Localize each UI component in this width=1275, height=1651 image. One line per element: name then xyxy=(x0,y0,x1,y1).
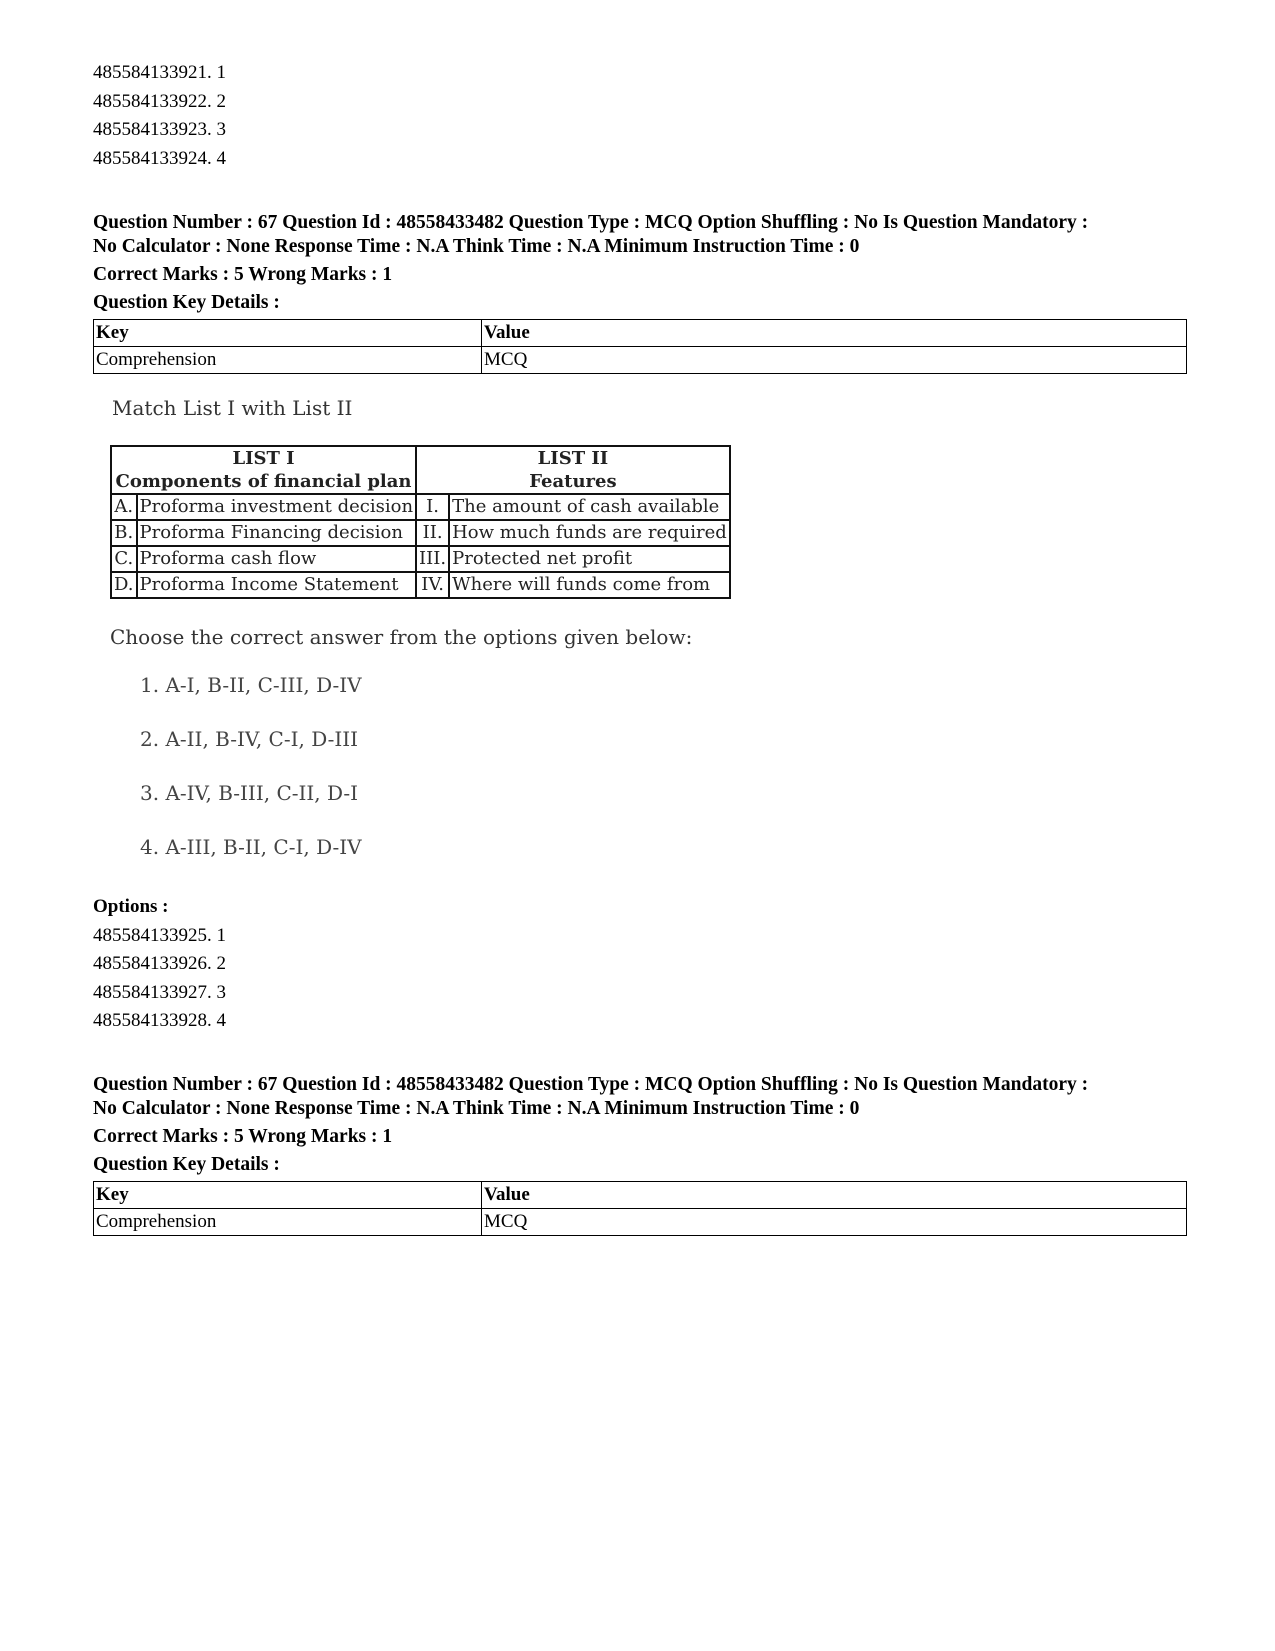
question-header-line: Question Number : 67 Question Id : 48558433482 Question Type : MCQ Option Shuffling : No Is Question Mandatory : xyxy=(93,212,1089,233)
table-header-value: Value xyxy=(482,320,1187,347)
list1-subtitle: Components of financial plan xyxy=(115,471,412,492)
option-item: 485584133923. 3 xyxy=(93,119,226,140)
key-details-table xyxy=(93,1181,1187,1236)
question-header-line: No Calculator : None Response Time : N.A Think Time : N.A Minimum Instruction Time : 0 xyxy=(93,1098,860,1119)
table-header-key: Key xyxy=(94,320,482,347)
option-item: 485584133921. 1 xyxy=(93,62,226,83)
answer-choice: 4. A-III, B-II, C-I, D-IV xyxy=(140,835,362,859)
match-table xyxy=(110,445,731,599)
match-row xyxy=(111,520,730,546)
option-item: 485584133928. 4 xyxy=(93,1010,226,1031)
option-item: 485584133922. 2 xyxy=(93,90,226,112)
table-header-key: Key xyxy=(94,1182,482,1209)
question-block xyxy=(93,1073,1183,1236)
match-item: Proforma investment decision xyxy=(137,494,417,520)
answer-choice: 3. A-IV, B-III, C-II, D-I xyxy=(140,781,359,805)
choose-instruction: Choose the correct answer from the options given below: xyxy=(110,625,693,649)
table-cell-key: Comprehension xyxy=(94,347,482,374)
key-details-label: Question Key Details : xyxy=(93,1154,280,1175)
key-details-table xyxy=(93,319,1187,374)
list1-header xyxy=(111,446,416,494)
table-header-value: Value xyxy=(482,1182,1187,1209)
question-image xyxy=(110,396,750,889)
match-letter: A. xyxy=(111,494,137,520)
match-item: Proforma Income Statement xyxy=(137,572,417,598)
match-letter: B. xyxy=(111,520,137,546)
match-row xyxy=(111,494,730,520)
match-roman: III. xyxy=(416,546,449,572)
previous-options-list xyxy=(93,59,226,173)
key-details-label: Question Key Details : xyxy=(93,292,280,313)
options-label: Options : xyxy=(93,896,169,917)
match-row xyxy=(111,546,730,572)
question-block xyxy=(93,211,1183,374)
question-header-line: No Calculator : None Response Time : N.A Think Time : N.A Minimum Instruction Time : 0 xyxy=(93,236,860,257)
match-feature: Where will funds come from xyxy=(449,572,730,598)
answer-choice: 1. A-I, B-II, C-III, D-IV xyxy=(140,673,362,697)
question-header-line: Question Number : 67 Question Id : 48558433482 Question Type : MCQ Option Shuffling : No Is Question Mandatory : xyxy=(93,1074,1089,1095)
match-feature: Protected net profit xyxy=(449,546,730,572)
marks-line: Correct Marks : 5 Wrong Marks : 1 xyxy=(93,264,393,285)
option-item: 485584133926. 2 xyxy=(93,953,226,974)
match-row xyxy=(111,572,730,598)
match-table-header xyxy=(111,446,730,494)
marks-line: Correct Marks : 5 Wrong Marks : 1 xyxy=(93,1126,393,1147)
match-feature: The amount of cash available xyxy=(449,494,730,520)
list1-title: LIST I xyxy=(232,448,295,469)
answer-choice: 2. A-II, B-IV, C-I, D-III xyxy=(140,727,359,751)
table-cell-value: MCQ xyxy=(482,347,1187,374)
match-feature: How much funds are required xyxy=(449,520,730,546)
question-instruction: Match List I with List II xyxy=(112,396,353,420)
options-list xyxy=(93,893,226,1036)
table-cell-key: Comprehension xyxy=(94,1209,482,1236)
table-header-row xyxy=(94,320,1187,347)
table-header-row xyxy=(94,1182,1187,1209)
table-cell-value: MCQ xyxy=(482,1209,1187,1236)
list2-title: LIST II xyxy=(537,448,609,469)
match-roman: IV. xyxy=(416,572,449,598)
match-item: Proforma cash flow xyxy=(137,546,417,572)
list2-header xyxy=(416,446,730,494)
match-letter: D. xyxy=(111,572,137,598)
table-row xyxy=(94,347,1187,374)
match-roman: I. xyxy=(416,494,449,520)
list2-subtitle: Features xyxy=(529,471,617,492)
table-row xyxy=(94,1209,1187,1236)
answer-choices xyxy=(110,673,750,889)
question-header xyxy=(93,211,1183,259)
match-letter: C. xyxy=(111,546,137,572)
option-item: 485584133925. 1 xyxy=(93,924,226,946)
question-header xyxy=(93,1073,1183,1121)
option-item: 485584133924. 4 xyxy=(93,147,226,169)
match-roman: II. xyxy=(416,520,449,546)
option-item: 485584133927. 3 xyxy=(93,981,226,1003)
match-item: Proforma Financing decision xyxy=(137,520,417,546)
